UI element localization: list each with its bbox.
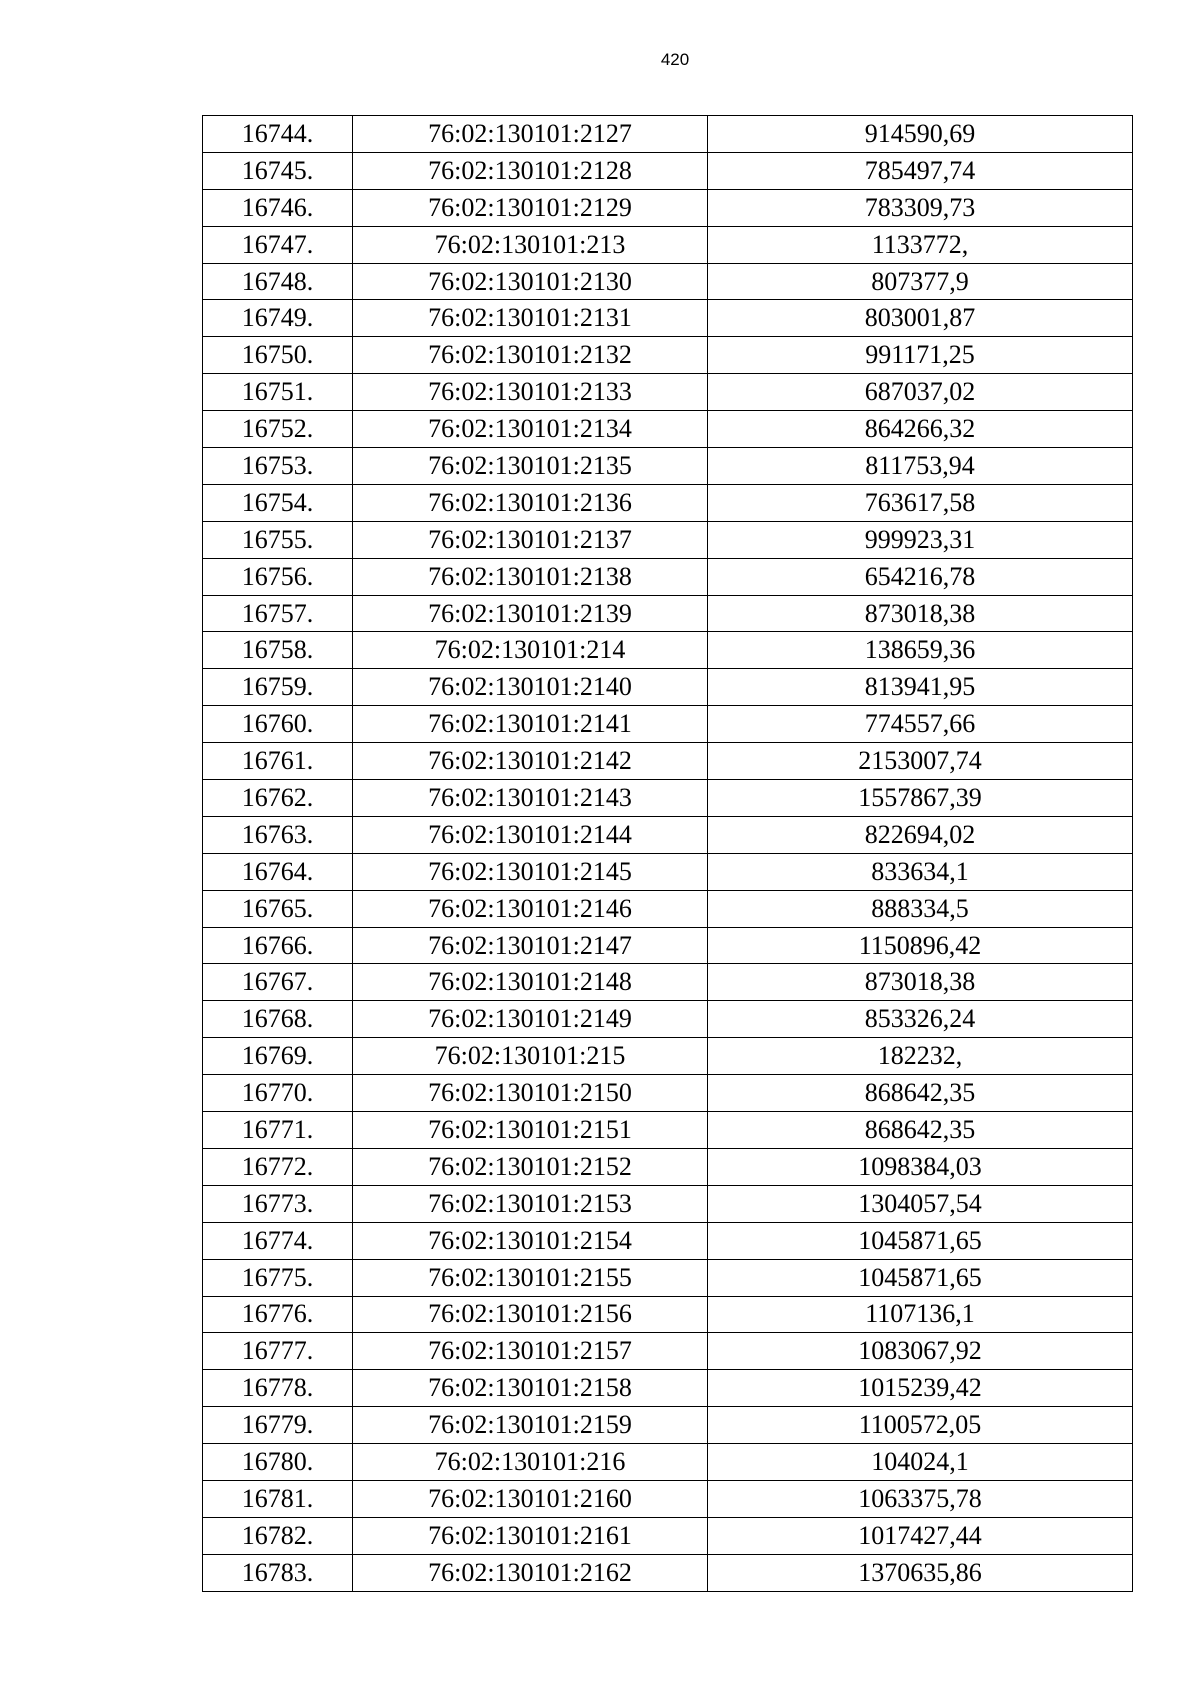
row-number-cell: 16748. xyxy=(203,263,353,300)
cadastral-value-cell: 853326,24 xyxy=(708,1001,1133,1038)
row-number-cell: 16776. xyxy=(203,1296,353,1333)
row-number-cell: 16772. xyxy=(203,1148,353,1185)
row-number-cell: 16747. xyxy=(203,226,353,263)
row-number-cell: 16775. xyxy=(203,1259,353,1296)
table-row xyxy=(203,1038,1133,1075)
cadastral-value-cell: 811753,94 xyxy=(708,448,1133,485)
table-row xyxy=(203,1517,1133,1554)
cadastral-number-cell: 76:02:130101:2156 xyxy=(353,1296,708,1333)
table-row xyxy=(203,964,1133,1001)
cadastral-value-cell: 868642,35 xyxy=(708,1112,1133,1149)
cadastral-number-cell: 76:02:130101:213 xyxy=(353,226,708,263)
table-row xyxy=(203,706,1133,743)
row-number-cell: 16746. xyxy=(203,189,353,226)
cadastral-value-cell: 1015239,42 xyxy=(708,1370,1133,1407)
cadastral-number-cell: 76:02:130101:2146 xyxy=(353,890,708,927)
cadastral-number-cell: 76:02:130101:2138 xyxy=(353,558,708,595)
row-number-cell: 16754. xyxy=(203,484,353,521)
row-number-cell: 16749. xyxy=(203,300,353,337)
cadastral-value-cell: 868642,35 xyxy=(708,1075,1133,1112)
row-number-cell: 16753. xyxy=(203,448,353,485)
table-row xyxy=(203,300,1133,337)
table-row xyxy=(203,1075,1133,1112)
table-row xyxy=(203,226,1133,263)
cadastral-number-cell: 76:02:130101:2151 xyxy=(353,1112,708,1149)
cadastral-number-cell: 76:02:130101:2141 xyxy=(353,706,708,743)
cadastral-value-cell: 1098384,03 xyxy=(708,1148,1133,1185)
cadastral-value-cell: 873018,38 xyxy=(708,595,1133,632)
cadastral-number-cell: 76:02:130101:2132 xyxy=(353,337,708,374)
table-row xyxy=(203,927,1133,964)
cadastral-value-cell: 807377,9 xyxy=(708,263,1133,300)
table-row xyxy=(203,1222,1133,1259)
row-number-cell: 16765. xyxy=(203,890,353,927)
row-number-cell: 16768. xyxy=(203,1001,353,1038)
cadastral-number-cell: 76:02:130101:2131 xyxy=(353,300,708,337)
cadastral-value-cell: 1150896,42 xyxy=(708,927,1133,964)
table-row xyxy=(203,780,1133,817)
row-number-cell: 16777. xyxy=(203,1333,353,1370)
cadastral-value-cell: 833634,1 xyxy=(708,853,1133,890)
cadastral-number-cell: 76:02:130101:214 xyxy=(353,632,708,669)
cadastral-number-cell: 76:02:130101:2140 xyxy=(353,669,708,706)
cadastral-value-cell: 914590,69 xyxy=(708,116,1133,153)
cadastral-number-cell: 76:02:130101:2148 xyxy=(353,964,708,1001)
row-number-cell: 16767. xyxy=(203,964,353,1001)
cadastral-value-cell: 687037,02 xyxy=(708,374,1133,411)
cadastral-value-table xyxy=(202,115,1133,1592)
row-number-cell: 16782. xyxy=(203,1517,353,1554)
table-row xyxy=(203,116,1133,153)
row-number-cell: 16783. xyxy=(203,1554,353,1591)
cadastral-number-cell: 76:02:130101:2159 xyxy=(353,1407,708,1444)
cadastral-number-cell: 76:02:130101:215 xyxy=(353,1038,708,1075)
table-row xyxy=(203,1444,1133,1481)
cadastral-number-cell: 76:02:130101:2133 xyxy=(353,374,708,411)
table-row xyxy=(203,1259,1133,1296)
table-row xyxy=(203,448,1133,485)
cadastral-value-cell: 1045871,65 xyxy=(708,1222,1133,1259)
table-row xyxy=(203,484,1133,521)
cadastral-value-cell: 999923,31 xyxy=(708,521,1133,558)
cadastral-value-cell: 2153007,74 xyxy=(708,743,1133,780)
cadastral-value-cell: 763617,58 xyxy=(708,484,1133,521)
table-row xyxy=(203,632,1133,669)
table-row xyxy=(203,521,1133,558)
row-number-cell: 16769. xyxy=(203,1038,353,1075)
row-number-cell: 16761. xyxy=(203,743,353,780)
row-number-cell: 16781. xyxy=(203,1480,353,1517)
cadastral-number-cell: 76:02:130101:2127 xyxy=(353,116,708,153)
cadastral-value-cell: 803001,87 xyxy=(708,300,1133,337)
cadastral-value-cell: 1370635,86 xyxy=(708,1554,1133,1591)
cadastral-number-cell: 76:02:130101:2143 xyxy=(353,780,708,817)
row-number-cell: 16771. xyxy=(203,1112,353,1149)
cadastral-value-cell: 1100572,05 xyxy=(708,1407,1133,1444)
table-row xyxy=(203,743,1133,780)
cadastral-number-cell: 76:02:130101:2155 xyxy=(353,1259,708,1296)
table-row xyxy=(203,1112,1133,1149)
row-number-cell: 16766. xyxy=(203,927,353,964)
table-row xyxy=(203,374,1133,411)
cadastral-value-cell: 783309,73 xyxy=(708,189,1133,226)
cadastral-value-cell: 813941,95 xyxy=(708,669,1133,706)
cadastral-number-cell: 76:02:130101:2144 xyxy=(353,816,708,853)
cadastral-value-cell: 888334,5 xyxy=(708,890,1133,927)
cadastral-number-cell: 76:02:130101:216 xyxy=(353,1444,708,1481)
cadastral-number-cell: 76:02:130101:2142 xyxy=(353,743,708,780)
table-row xyxy=(203,1407,1133,1444)
row-number-cell: 16745. xyxy=(203,152,353,189)
cadastral-number-cell: 76:02:130101:2130 xyxy=(353,263,708,300)
cadastral-number-cell: 76:02:130101:2128 xyxy=(353,152,708,189)
table-body xyxy=(203,116,1133,1592)
row-number-cell: 16751. xyxy=(203,374,353,411)
row-number-cell: 16763. xyxy=(203,816,353,853)
table-row xyxy=(203,411,1133,448)
cadastral-value-cell: 991171,25 xyxy=(708,337,1133,374)
row-number-cell: 16757. xyxy=(203,595,353,632)
page-number: 420 xyxy=(660,50,690,69)
cadastral-number-cell: 76:02:130101:2157 xyxy=(353,1333,708,1370)
cadastral-number-cell: 76:02:130101:2149 xyxy=(353,1001,708,1038)
cadastral-number-cell: 76:02:130101:2135 xyxy=(353,448,708,485)
cadastral-value-cell: 774557,66 xyxy=(708,706,1133,743)
cadastral-number-cell: 76:02:130101:2139 xyxy=(353,595,708,632)
cadastral-value-cell: 1017427,44 xyxy=(708,1517,1133,1554)
cadastral-number-cell: 76:02:130101:2153 xyxy=(353,1185,708,1222)
row-number-cell: 16759. xyxy=(203,669,353,706)
table-row xyxy=(203,1185,1133,1222)
table-row xyxy=(203,263,1133,300)
row-number-cell: 16756. xyxy=(203,558,353,595)
cadastral-value-cell: 1107136,1 xyxy=(708,1296,1133,1333)
table-row xyxy=(203,1001,1133,1038)
table-row xyxy=(203,337,1133,374)
table-row xyxy=(203,1480,1133,1517)
cadastral-number-cell: 76:02:130101:2147 xyxy=(353,927,708,964)
table-row xyxy=(203,558,1133,595)
cadastral-number-cell: 76:02:130101:2162 xyxy=(353,1554,708,1591)
cadastral-number-cell: 76:02:130101:2137 xyxy=(353,521,708,558)
table-row xyxy=(203,1296,1133,1333)
row-number-cell: 16760. xyxy=(203,706,353,743)
cadastral-number-cell: 76:02:130101:2161 xyxy=(353,1517,708,1554)
cadastral-value-cell: 1045871,65 xyxy=(708,1259,1133,1296)
cadastral-value-cell: 1083067,92 xyxy=(708,1333,1133,1370)
cadastral-value-cell: 1304057,54 xyxy=(708,1185,1133,1222)
row-number-cell: 16780. xyxy=(203,1444,353,1481)
row-number-cell: 16773. xyxy=(203,1185,353,1222)
row-number-cell: 16758. xyxy=(203,632,353,669)
cadastral-value-cell: 138659,36 xyxy=(708,632,1133,669)
table-row xyxy=(203,669,1133,706)
cadastral-number-cell: 76:02:130101:2129 xyxy=(353,189,708,226)
cadastral-value-cell: 785497,74 xyxy=(708,152,1133,189)
cadastral-value-cell: 182232, xyxy=(708,1038,1133,1075)
table-row xyxy=(203,853,1133,890)
row-number-cell: 16774. xyxy=(203,1222,353,1259)
row-number-cell: 16778. xyxy=(203,1370,353,1407)
table-row xyxy=(203,1554,1133,1591)
cadastral-value-cell: 873018,38 xyxy=(708,964,1133,1001)
row-number-cell: 16779. xyxy=(203,1407,353,1444)
cadastral-value-cell: 822694,02 xyxy=(708,816,1133,853)
cadastral-value-cell: 104024,1 xyxy=(708,1444,1133,1481)
table-row xyxy=(203,189,1133,226)
table-row xyxy=(203,890,1133,927)
cadastral-value-cell: 864266,32 xyxy=(708,411,1133,448)
table-row xyxy=(203,595,1133,632)
table-row xyxy=(203,1333,1133,1370)
table-row xyxy=(203,152,1133,189)
cadastral-number-cell: 76:02:130101:2152 xyxy=(353,1148,708,1185)
row-number-cell: 16752. xyxy=(203,411,353,448)
table-row xyxy=(203,1370,1133,1407)
cadastral-number-cell: 76:02:130101:2145 xyxy=(353,853,708,890)
cadastral-number-cell: 76:02:130101:2160 xyxy=(353,1480,708,1517)
row-number-cell: 16755. xyxy=(203,521,353,558)
table-row xyxy=(203,816,1133,853)
table-row xyxy=(203,1148,1133,1185)
cadastral-value-cell: 1133772, xyxy=(708,226,1133,263)
cadastral-number-cell: 76:02:130101:2134 xyxy=(353,411,708,448)
cadastral-number-cell: 76:02:130101:2136 xyxy=(353,484,708,521)
row-number-cell: 16764. xyxy=(203,853,353,890)
cadastral-value-cell: 1557867,39 xyxy=(708,780,1133,817)
row-number-cell: 16750. xyxy=(203,337,353,374)
row-number-cell: 16744. xyxy=(203,116,353,153)
cadastral-number-cell: 76:02:130101:2158 xyxy=(353,1370,708,1407)
cadastral-number-cell: 76:02:130101:2150 xyxy=(353,1075,708,1112)
row-number-cell: 16770. xyxy=(203,1075,353,1112)
row-number-cell: 16762. xyxy=(203,780,353,817)
cadastral-value-cell: 1063375,78 xyxy=(708,1480,1133,1517)
cadastral-value-cell: 654216,78 xyxy=(708,558,1133,595)
cadastral-number-cell: 76:02:130101:2154 xyxy=(353,1222,708,1259)
